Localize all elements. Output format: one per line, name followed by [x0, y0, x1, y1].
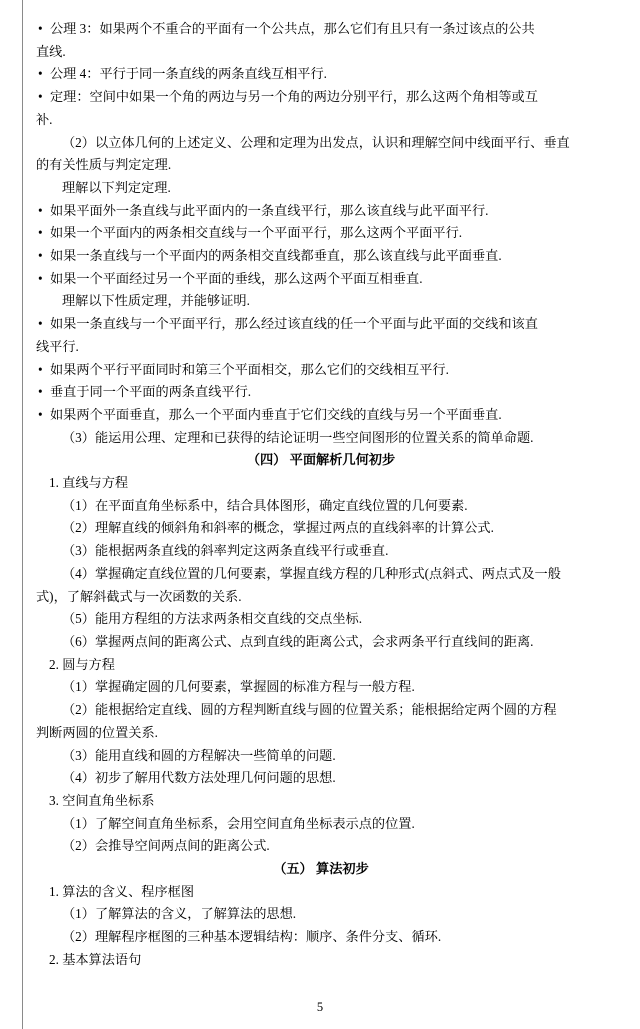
section-heading: （四） 平面解析几何初步	[246, 452, 396, 468]
bullet-dot-icon: •	[38, 270, 43, 286]
bullet-dot-icon: •	[38, 361, 43, 377]
paragraph: （1）了解空间直角坐标系，会用空间直角坐标表示点的位置.	[62, 815, 415, 831]
paragraph: 理解以下判定定理.	[62, 179, 171, 195]
paragraph: （4）掌握确定直线位置的几何要素，掌握直线方程的几种形式(点斜式、两点式及一般	[62, 565, 561, 581]
paragraph: 判断两圆的位置关系.	[36, 724, 158, 740]
bullet-dot-icon: •	[38, 384, 43, 400]
page-margin-rule	[22, 0, 23, 1029]
paragraph: 的有关性质与判定定理.	[36, 157, 172, 173]
paragraph: 补.	[36, 111, 53, 127]
paragraph-text: 如果一条直线与一个平面平行，那么经过该直线的任一个平面与此平面的交线和该直	[50, 316, 538, 332]
paragraph: 式)，了解斜截式与一次函数的关系.	[36, 588, 242, 604]
paragraph: 2. 圆与方程	[49, 656, 115, 672]
bullet-paragraph	[36, 381, 606, 404]
paragraph: 线平行.	[36, 338, 79, 354]
paragraph: （3）能用直线和圆的方程解决一些简单的问题.	[62, 747, 336, 763]
bullet-paragraph	[36, 200, 606, 223]
paragraph: 1. 直线与方程	[49, 475, 129, 491]
paragraph: （2）会推导空间两点间的距离公式.	[62, 838, 270, 854]
paragraph: （5）能用方程组的方法求两条相交直线的交点坐标.	[62, 611, 363, 627]
section-heading: （五） 算法初步	[273, 861, 369, 877]
paragraph: 3. 空间直角坐标系	[49, 792, 155, 808]
paragraph-text: 如果两个平行平面同时和第三个平面相交，那么它们的交线相互平行.	[50, 361, 449, 377]
paragraph: （3）能运用公理、定理和已获得的结论证明一些空间图形的位置关系的简单命题.	[62, 429, 534, 445]
paragraph: （2）理解直线的倾斜角和斜率的概念，掌握过两点的直线斜率的计算公式.	[62, 520, 494, 536]
bullet-dot-icon: •	[38, 225, 43, 241]
paragraph: （1）掌握确定圆的几何要素，掌握圆的标准方程与一般方程.	[62, 679, 415, 695]
paragraph: （1）了解算法的含义，了解算法的思想.	[62, 906, 297, 922]
paragraph: 1. 算法的含义、程序框图	[49, 883, 195, 899]
bullet-paragraph	[36, 222, 606, 245]
paragraph: （2）能根据给定直线、圆的方程判断直线与圆的位置关系；能根据给定两个圆的方程	[62, 702, 557, 718]
paragraph: 直线.	[36, 43, 66, 59]
paragraph-text: 如果平面外一条直线与此平面内的一条直线平行，那么该直线与此平面平行.	[50, 202, 489, 218]
paragraph: （2）以立体几何的上述定义、公理和定理为出发点，认识和理解空间中线面平行、垂直	[62, 134, 570, 150]
paragraph-text: 如果一个平面经过另一个平面的垂线，那么这两个平面互相垂直.	[50, 270, 423, 286]
paragraph-text: 如果一条直线与一个平面内的两条相交直线都垂直，那么该直线与此平面垂直.	[50, 248, 502, 264]
bullet-dot-icon: •	[38, 202, 43, 218]
bullet-dot-icon: •	[38, 89, 43, 105]
paragraph: （2）理解程序框图的三种基本逻辑结构：顺序、条件分支、循环.	[62, 929, 442, 945]
paragraph-text: 如果一个平面内的两条相交直线与一个平面平行，那么这两个平面平行.	[50, 225, 463, 241]
bullet-dot-icon: •	[38, 21, 43, 36]
paragraph: （3）能根据两条直线的斜率判定这两条直线平行或垂直.	[62, 543, 389, 559]
paragraph-text: 公理 3：如果两个不重合的平面有一个公共点，那么它们有且只有一条过该点的公共	[50, 21, 535, 36]
bullet-paragraph	[36, 359, 606, 382]
bullet-paragraph	[36, 18, 606, 41]
paragraph: 2. 基本算法语句	[49, 951, 142, 967]
bullet-dot-icon: •	[38, 316, 43, 332]
page-number: 5	[316, 1000, 324, 1014]
paragraph-text: 如果两个平面垂直，那么一个平面内垂直于它们交线的直线与另一个平面垂直.	[50, 406, 502, 422]
bullet-dot-icon: •	[38, 406, 43, 422]
paragraph-text: 定理：空间中如果一个角的两边与另一个角的两边分别平行，那么这两个角相等或互	[50, 89, 538, 105]
paragraph-text: 垂直于同一个平面的两条直线平行.	[50, 384, 252, 400]
bullet-dot-icon: •	[38, 248, 43, 264]
document-body	[36, 18, 606, 972]
paragraph: （4）初步了解用代数方法处理几何问题的思想.	[62, 770, 336, 786]
bullet-paragraph	[36, 313, 606, 336]
paragraph-text: 公理 4：平行于同一条直线的两条直线互相平行.	[50, 66, 327, 82]
paragraph: 理解以下性质定理，并能够证明.	[62, 293, 250, 309]
bullet-paragraph	[36, 268, 606, 291]
paragraph: （1）在平面直角坐标系中，结合具体图形，确定直线位置的几何要素.	[62, 497, 468, 513]
bullet-paragraph	[36, 404, 606, 427]
paragraph: （6）掌握两点间的距离公式、点到直线的距离公式，会求两条平行直线间的距离.	[62, 633, 534, 649]
bullet-paragraph	[36, 245, 606, 268]
bullet-dot-icon: •	[38, 66, 43, 82]
bullet-paragraph	[36, 63, 606, 86]
bullet-paragraph	[36, 86, 606, 109]
